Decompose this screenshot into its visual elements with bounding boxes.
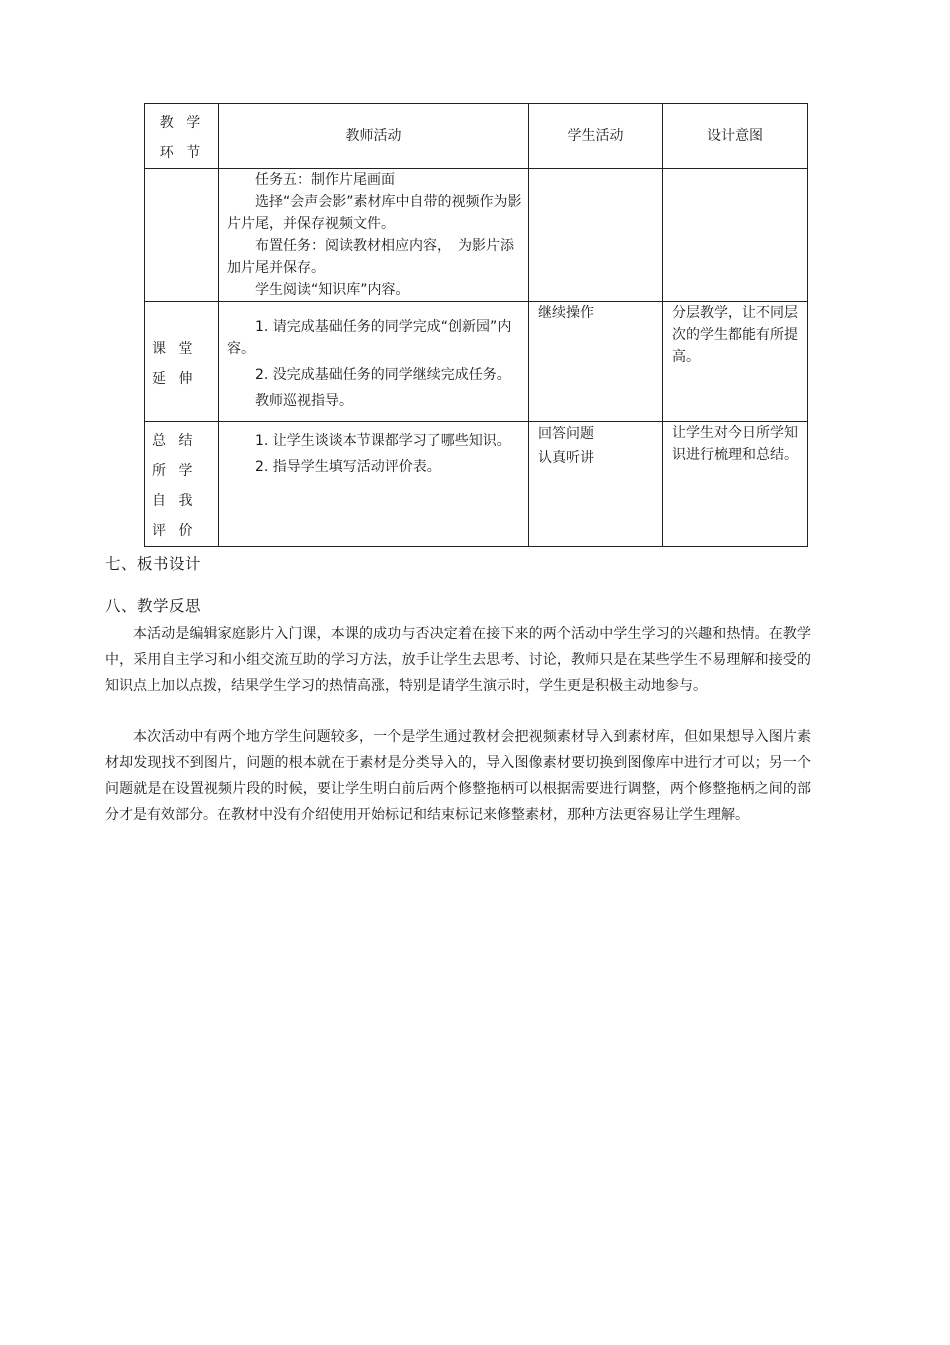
intent-line: 让学生对今日所学知识进行梳理和总结。	[672, 425, 798, 463]
teacher-line: 2. 指导学生填写活动评价表。	[255, 459, 441, 475]
design-intent-cell	[663, 302, 808, 422]
teacher-line: 学生阅读“知识库”内容。	[255, 282, 410, 298]
header-teacher-activity: 教师活动	[219, 104, 529, 169]
student-line: 回答问题	[538, 426, 594, 442]
teacher-line: 任务五：制作片尾画面	[255, 172, 395, 188]
student-line: 认真听讲	[538, 450, 594, 466]
teacher-activity-cell	[219, 422, 529, 547]
teacher-line: 1. 让学生谈谈本节课都学习了哪些知识。	[255, 433, 511, 449]
teacher-line: 1. 请完成基础任务的同学完成“创新园”内容。	[227, 319, 512, 357]
teacher-line: 选择“会声会影”素材库中自带的视频作为影片片尾，并保存视频文件。	[227, 194, 522, 232]
reflection-paragraph: 本活动是编辑家庭影片入门课，本课的成功与否决定着在接下来的两个活动中学生学习的兴趣和热情。在教学中，采用自主学习和小组交流互助的学习方法，放手让学生去思考、讨论，教师只是在某些学生不易理解和接受的知识点上加以点拨，结果学生学习的热情高涨，特别是请学生演示时，学生更是积极主动地参与。	[105, 626, 811, 694]
table-row	[145, 302, 808, 422]
teacher-activity-cell	[219, 302, 529, 422]
teacher-activity-cell	[219, 169, 529, 302]
intent-line: 分层教学，让不同层次的学生都能有所提高。	[672, 305, 798, 365]
design-intent-cell	[663, 169, 808, 302]
design-intent-cell	[663, 422, 808, 547]
stage-cell: 课 堂 延 伸	[145, 302, 219, 422]
student-activity-cell	[529, 302, 663, 422]
header-stage: 教 学 环 节	[145, 104, 219, 169]
student-activity-cell	[529, 169, 663, 302]
teacher-line: 教师巡视指导。	[255, 393, 353, 409]
reflection-heading: 八、教学反思	[105, 597, 202, 615]
student-line: 继续操作	[538, 305, 594, 321]
teacher-line: 布置任务：阅读教材相应内容， 为影片添加片尾并保存。	[227, 238, 514, 276]
stage-cell: 总 结 所 学 自 我 评 价	[145, 422, 219, 547]
teacher-line: 2. 没完成基础任务的同学继续完成任务。	[255, 367, 511, 383]
stage-cell	[145, 169, 219, 302]
header-design-intent: 设计意图	[663, 104, 808, 169]
board-design-heading: 七、板书设计	[105, 555, 202, 573]
table-row	[145, 422, 808, 547]
lesson-plan-table	[144, 103, 808, 547]
student-activity-cell	[529, 422, 663, 547]
table-header-row	[145, 104, 808, 169]
table-row	[145, 169, 808, 302]
reflection-paragraph: 本次活动中有两个地方学生问题较多，一个是学生通过教材会把视频素材导入到素材库，但如果想导入图片素材却发现找不到图片，问题的根本就在于素材是分类导入的，导入图像素材要切换到图像库中进行才可以；另一个问题就是在设置视频片段的时候，要让学生明白前后两个修整拖柄可以根据需要进行调整，两个修整拖柄之间的部分才是有效部分。在教材中没有介绍使用开始标记和结束标记来修整素材，那种方法更容易让学生理解。	[105, 729, 811, 823]
header-student-activity: 学生活动	[529, 104, 663, 169]
